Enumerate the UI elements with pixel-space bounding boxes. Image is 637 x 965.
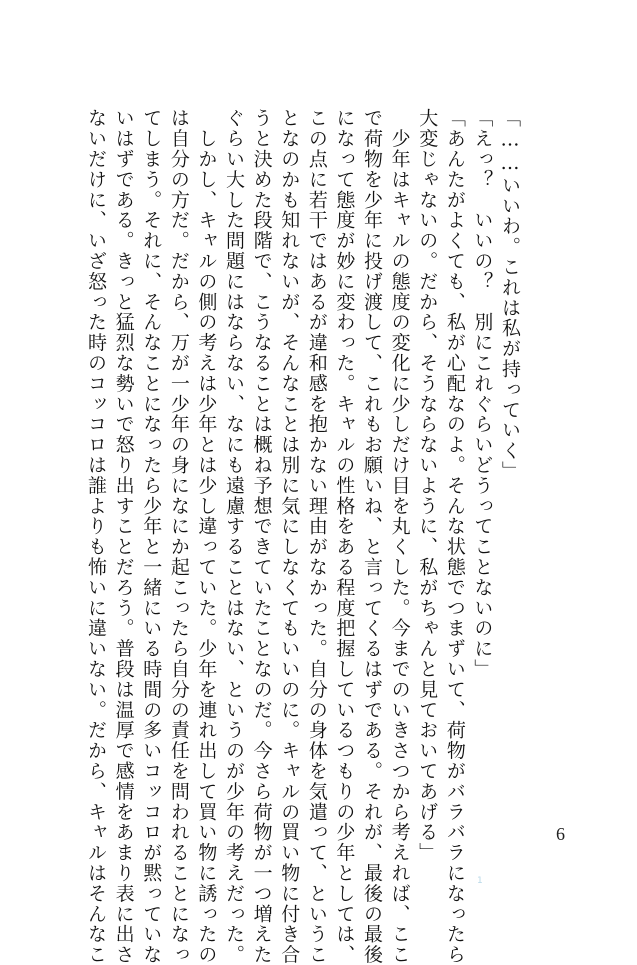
- text-column-12: しかし、キャルの側の考えは少年とは少し違っていた。少年を連れ出して買い物に誘ったの: [195, 108, 218, 965]
- text-column-16: ないだけに、いざ怒った時のコッコロは誰よりも怖いに違いない。だから、キャルはそんなこ: [85, 108, 107, 965]
- text-column-2: 「えっ？ いいの？ 別にこれぐらいどうってことないのに」: [471, 108, 494, 680]
- text-column-11: ぐらい大した問題にはならない、なにも遠慮することはない、というのが少年の考えだった。: [223, 108, 245, 965]
- text-column-6: で荷物を少年に投げ渡して、これもお願いね、と言ってくるはずである。それが、最後の最後: [361, 108, 383, 965]
- text-column-3: 「あんたがよくても、私が心配なのよ。そんな状態でつまずいて、荷物がバラバラになったら: [443, 108, 466, 965]
- footer-marker: 1: [477, 876, 483, 886]
- text-column-5: 少年はキャルの態度の変化に少しだけ目を丸くした。今までのいきさつから考えれば、ここ: [388, 108, 411, 965]
- text-column-1: 「……いいわ。これは私が持っていく」: [499, 108, 521, 482]
- text-column-15: いはずである。きっと猛烈な勢いで怒り出すことだろう。普段は温厚で感情をあまり表に出さ: [112, 108, 135, 965]
- text-column-7: になって態度が妙に変わった。キャルの性格をある程度把握しているつもりの少年としては、: [333, 108, 356, 965]
- vertical-text-block: [85, 108, 527, 965]
- text-column-8: この点に若干ではあるが違和感を抱かない理由がなかった。自分の身体を気遣って、というこ: [305, 108, 328, 965]
- text-column-14: てしまう。それに、そんなことになったら少年と一緒にいる時間の多いコッコロが黙っていな: [140, 108, 163, 965]
- text-column-4: 大変じゃないの。だから、そうならないように、私がちゃんと見ておいてあげる」: [416, 108, 439, 863]
- text-column-10: うと決めた段階で、こうなることは概ね予想できていたことなのだ。今さら荷物が一つ増えた: [250, 108, 273, 965]
- page-number: 6: [556, 824, 565, 844]
- text-column-13: は自分の方だ。だから、万が一少年の身になにか起こったら自分の責任を問われることになっ: [167, 108, 190, 965]
- text-column-9: となのかも知れないが、そんなことは別に気にしなくてもいいのに。キャルの買い物に付き合: [278, 108, 301, 965]
